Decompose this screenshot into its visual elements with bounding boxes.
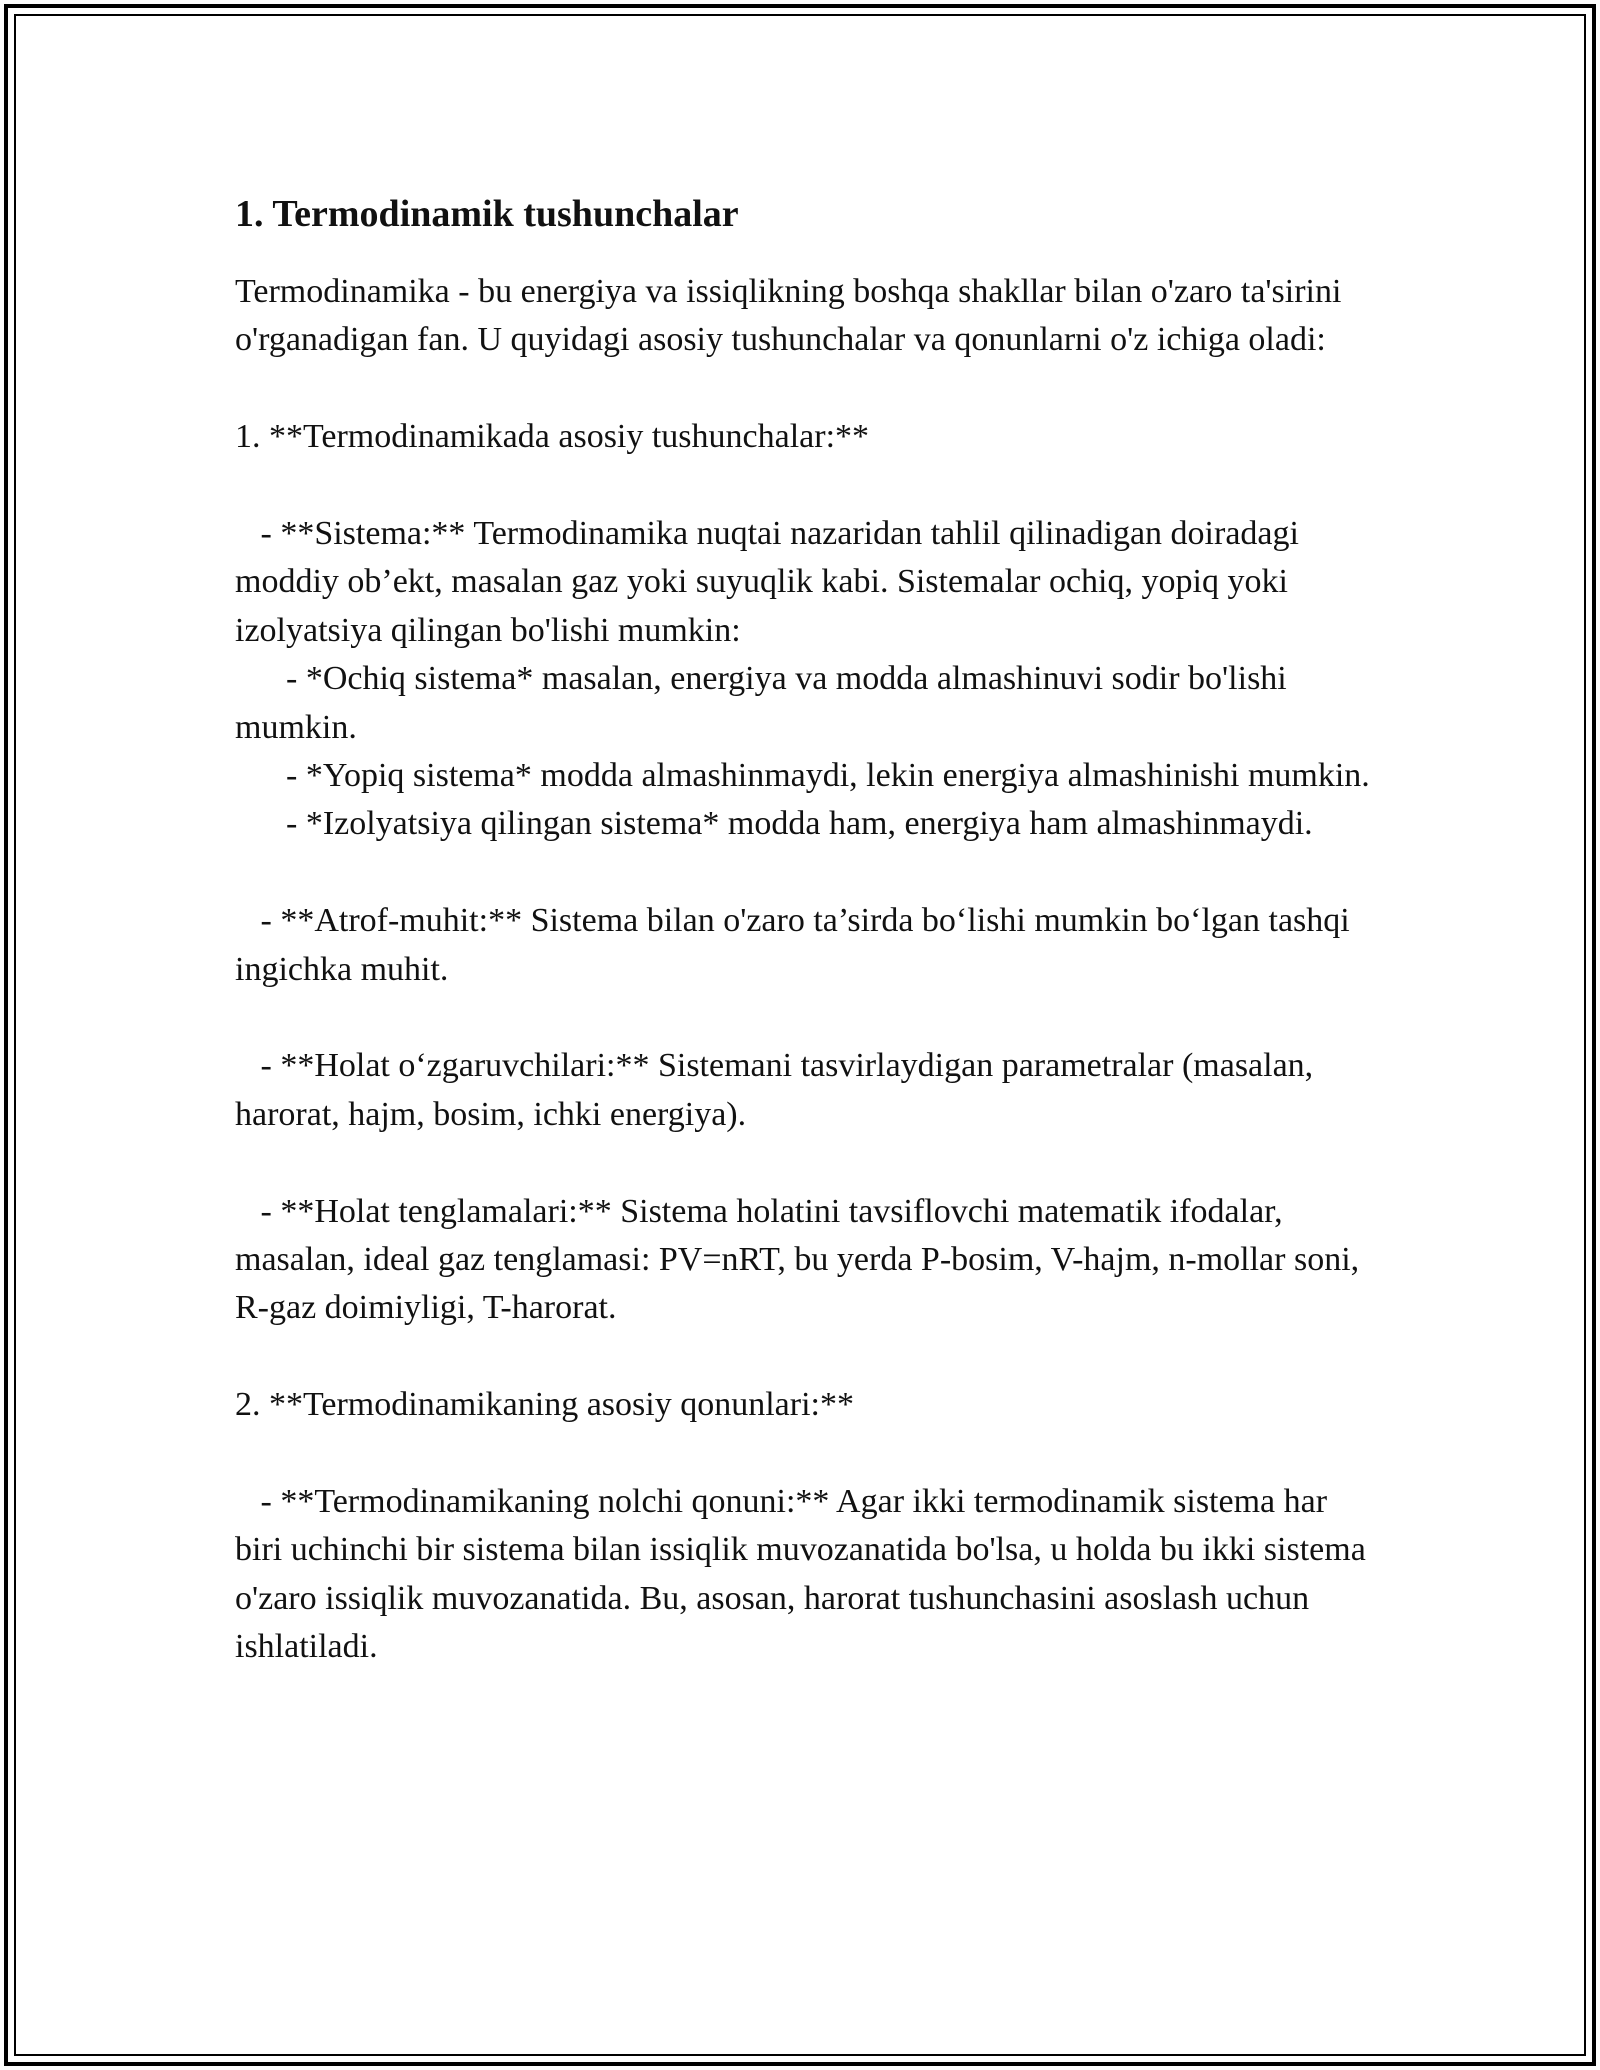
blank-line <box>235 462 1375 510</box>
blank-line <box>235 365 1375 413</box>
section-2-heading: 2. **Termodinamikaning asosiy qonunlari:** <box>235 1386 854 1424</box>
blank-line <box>235 994 1375 1042</box>
izolyatsiya-sistema-subitem: - *Izolyatsiya qilingan sistema* modda ham, energiya ham almashinmaydi. <box>235 805 1313 843</box>
atrof-muhit-item: - **Atrof-muhit:** Sistema bilan o'zaro ta’sirda bo‘lishi mumkin bo‘lgan tashqi ingichka muhit. <box>235 902 1359 988</box>
blank-line <box>235 1430 1375 1478</box>
nolchi-qonun-item: - **Termodinamikaning nolchi qonuni:** Agar ikki termodinamik sistema har biri uchinchi bir sistema bilan issiqlik muvozanatida bo'lsa, u holda bu ikki sistema o'zaro issiqlik muvozanatida. Bu, asosan, harorat tushunchasini asoslash uchun ishlatiladi. <box>235 1483 1375 1666</box>
section-1-heading: 1. **Termodinamikada asosiy tushunchalar:** <box>235 418 870 456</box>
blank-line <box>235 1333 1375 1381</box>
yopiq-sistema-subitem: - *Yopiq sistema* modda almashinmaydi, lekin energiya almashinishi mumkin. <box>235 757 1370 795</box>
blank-line <box>235 849 1375 897</box>
sistema-item: - **Sistema:** Termodinamika nuqtai nazaridan tahlil qilinadigan doiradagi moddiy ob’ekt, masalan gaz yoki suyuqlik kabi. Sistemalar ochiq, yopiq yoki izolyatsiya qilingan bo'lishi mumkin: <box>235 515 1308 649</box>
intro-paragraph: Termodinamika - bu energiya va issiqlikning boshqa shakllar bilan o'zaro ta'sirini o'rganadigan fan. U quyidagi asosiy tushunchalar va qonunlarni o'z ichiga oladi: <box>235 273 1350 359</box>
document-title: 1. Termodinamik tushunchalar <box>235 193 739 235</box>
document-body <box>235 186 1375 1672</box>
blank-line <box>235 1139 1375 1187</box>
ochiq-sistema-subitem: - *Ochiq sistema* masalan, energiya va modda almashinuvi sodir bo'lishi mumkin. <box>235 660 1296 746</box>
holat-ozgaruvchilari-item: - **Holat o‘zgaruvchilari:** Sistemani tasvirlaydigan parametralar (masalan, harorat, hajm, bosim, ichki energiya). <box>235 1047 1322 1133</box>
holat-tenglamalari-item: - **Holat tenglamalari:** Sistema holatini tavsiflovchi matematik ifodalar, masalan, ideal gaz tenglamasi: PV=nRT, bu yerda P-bosim, V-hajm, n-mollar soni, R-gaz doimiyligi, T-harorat. <box>235 1192 1368 1327</box>
